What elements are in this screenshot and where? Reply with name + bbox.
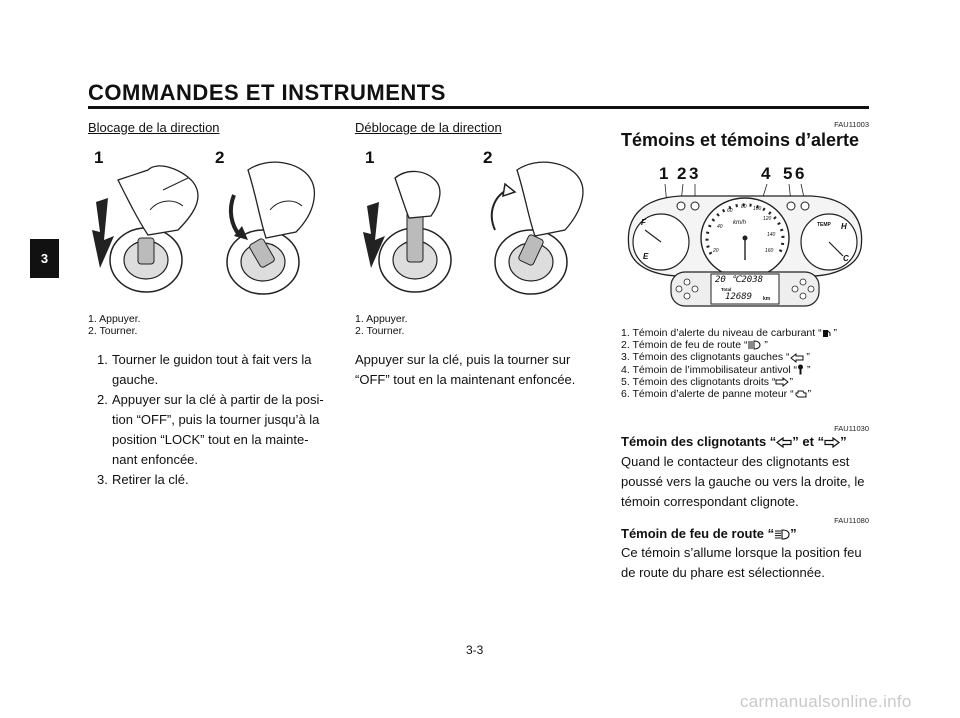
high-beam-icon [774,529,790,540]
dash-label-3: 3 [689,164,699,183]
indicator-legend [621,327,871,400]
key-press-turn-illustration [355,140,600,310]
right-turn-icon [775,377,789,387]
ref-code: FAU11003 [834,120,869,129]
caption-2: 2. Tourner. [88,325,138,337]
fuel-empty-label: E [643,252,649,261]
right-turn-icon [824,437,840,448]
key-press-turn-illustration [88,140,333,310]
caption-2: 2. Tourner. [355,325,405,337]
legend-item: 2. Témoin de feu de route “ ” [621,339,768,352]
turn-arrow-icon [231,195,240,236]
caption-1: 1. Appuyer. [88,313,141,325]
ref-code: FAU11080 [834,516,869,525]
dash-label-2: 2 [677,164,687,183]
high-beam-body: Ce témoin s’allume lorsque la position feu de route du phare est sélectionnée. [621,545,862,580]
caption-1: 1. Appuyer. [355,313,408,325]
dash-label-6: 6 [795,164,805,183]
legend-item: 3. Témoin des clignotants gauches “ ” [621,351,810,364]
lcd-odometer-unit: km [763,296,771,302]
fuel-full-label: F [641,218,646,227]
subheading-lock: Blocage de la direction [88,120,220,135]
step-item: 3. Retirer la clé. [97,472,189,487]
step-item: 2. Appuyer sur la clé à partir de la posi- tion “OFF”, puis la tourner jusqu’à la position “LOCK” tout en la mainte- nant enfoncée. [97,392,324,467]
left-turn-icon [790,353,804,363]
high-beam-icon [747,340,761,350]
turn-indicator-heading: Témoin des clignotants “ ” et “ ” [621,434,847,449]
temp-label: TEMP [817,222,831,228]
unlock-captions [355,313,408,337]
legend-item: 4. Témoin de l’immobilisateur antivol “ ” [621,363,811,376]
temp-hot-label: H [841,222,847,231]
dashboard-illustration [621,158,869,308]
speed-tick-100: 100 [753,206,762,212]
lcd-clock: 20 ℃2038 [715,275,764,285]
speed-unit: km/h [733,220,747,226]
dash-label-4: 4 [761,164,771,183]
engine-icon [794,389,808,399]
immobilizer-icon [797,364,804,375]
fuel-icon [822,328,831,338]
section-title: Témoins et témoins d’alerte [621,130,860,150]
instrument-panel-figure [621,158,869,308]
lcd-total-label: Total [721,287,732,292]
step-item: 1. Tourner le guidon tout à fait vers la gauche. [97,352,312,387]
speed-tick-60: 60 [727,208,733,214]
lock-captions [88,313,141,337]
speed-tick-80: 80 [741,204,747,210]
unlock-figure [355,140,600,310]
legend-item: 5. Témoin des clignotants droits “ ” [621,375,793,388]
fig-label-2: 2 [483,148,493,167]
speed-tick-160: 160 [765,248,774,254]
lock-figure [88,140,333,310]
page-number: 3-3 [466,643,484,657]
legend-item: 1. Témoin d’alerte du niveau de carburant “ ” [621,327,838,339]
fig-label-2: 2 [215,148,225,167]
fig-label-1: 1 [365,148,375,167]
subheading-unlock: Déblocage de la direction [355,120,502,135]
lcd-odometer: 12689 [725,292,753,302]
lock-steps [90,350,335,490]
speed-tick-40: 40 [717,224,723,230]
left-turn-icon [776,437,792,448]
high-beam-heading: Témoin de feu de route “ ” [621,526,797,541]
speed-tick-120: 120 [763,216,772,222]
watermark: carmanualsonline.info [740,692,912,711]
chapter-tab: 3 [30,239,59,278]
header-rule [88,106,869,109]
unlock-body: Appuyer sur la clé, puis la tourner sur “OFF” tout en la maintenant enfoncée. [355,352,576,387]
ref-code: FAU11030 [834,424,869,433]
dash-label-5: 5 [783,164,793,183]
turn-indicator-body: Quand le contacteur des clignotants est poussé vers la gauche ou vers la droite, le témoin correspondant clignote. [621,454,865,509]
page-header-title: COMMANDES ET INSTRUMENTS [88,80,446,105]
speed-tick-20: 20 [713,248,719,254]
fig-label-1: 1 [94,148,104,167]
temp-cold-label: C [843,254,849,263]
dash-label-1: 1 [659,164,669,183]
legend-item: 6. Témoin d’alerte de panne moteur “ ” [621,388,812,401]
speed-tick-140: 140 [767,232,776,238]
